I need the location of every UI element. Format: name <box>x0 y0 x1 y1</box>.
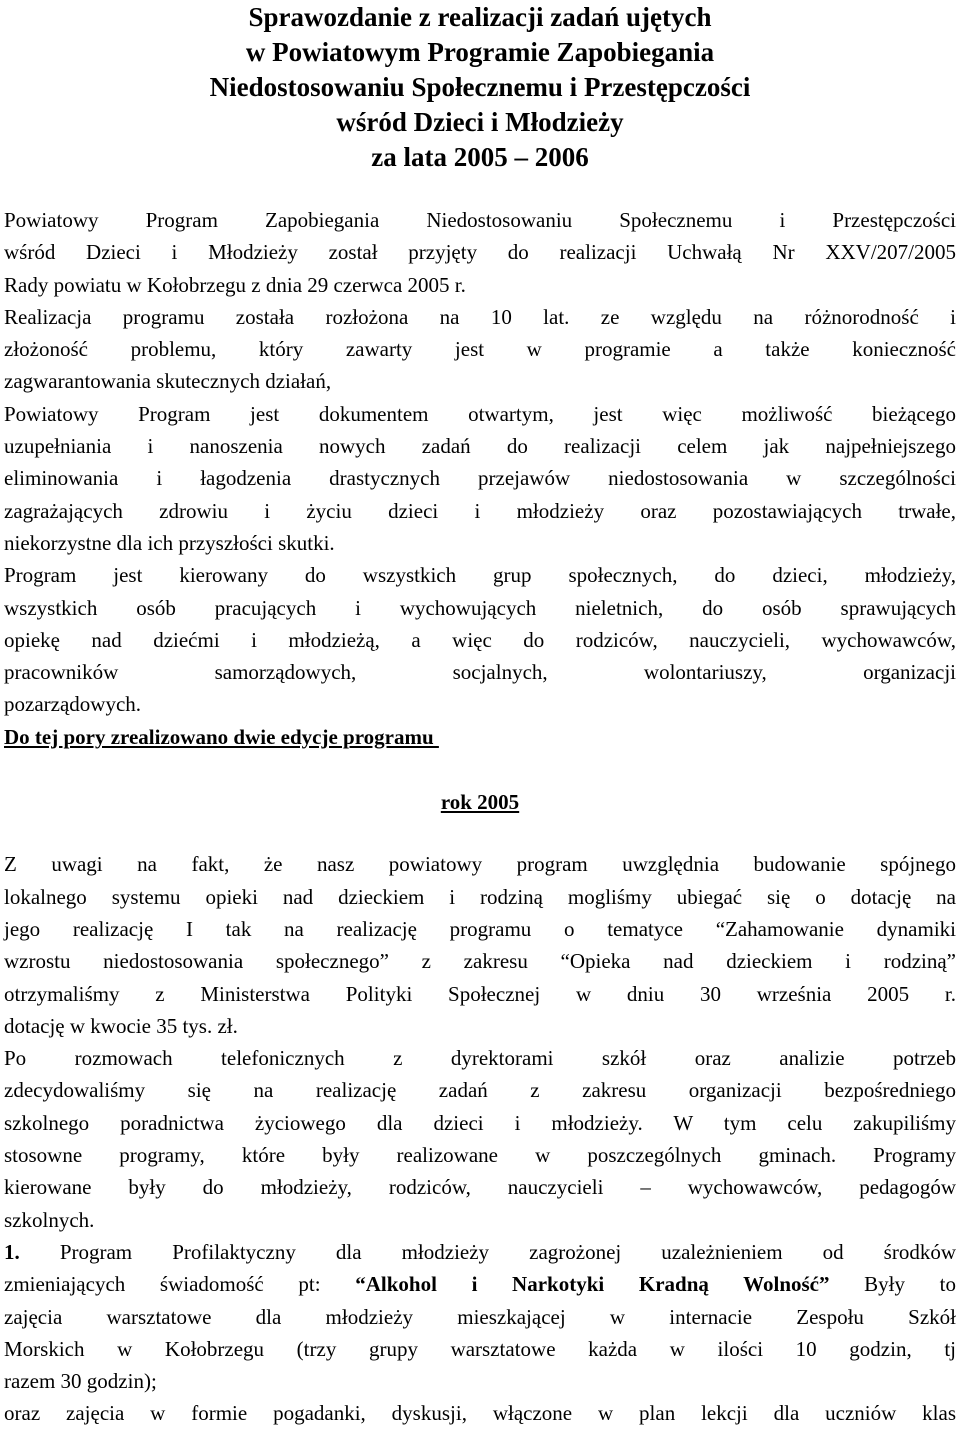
text-line: lokalnego systemu opieki nad dzieckiem i rodziną mogliśmy ubiegać się o dotację na <box>4 884 956 909</box>
text-line: zajęcia warsztatowe dla młodzieży mieszkającej w internacie Zespołu Szkół <box>4 1304 956 1329</box>
text-line: otrzymaliśmy z Ministerstwa Polityki Społecznej w dniu 30 września 2005 r. <box>4 981 956 1006</box>
text-line: stosowne programy, które były realizowane w poszczególnych gminach. Programy <box>4 1143 956 1168</box>
section-2005 <box>4 848 956 1429</box>
text-line: Powiatowy Program jest dokumentem otwartym, jest więc możliwość bieżącego <box>4 401 956 426</box>
text-line: zagwarantowania skutecznych działań, <box>4 369 332 394</box>
text-line: niekorzystne dla ich przyszłości skutki. <box>4 530 335 555</box>
text-line: kierowane były do młodzieży, rodziców, nauczycieli – wychowawców, pedagogów <box>4 1175 956 1200</box>
text-line: zdecydowaliśmy się na realizację zadań z zakresu organizacji bezpośredniego <box>4 1078 956 1103</box>
program-name: “Alkohol i Narkotyki Kradną Wolność” <box>355 1272 830 1297</box>
list-item-1 <box>4 1236 956 1268</box>
text-line: wszystkich osób pracujących i wychowujących nieletnich, do osób sprawujących <box>4 595 956 620</box>
text-line: Program jest kierowany do wszystkich grup społecznych, do dzieci, młodzieży, <box>4 563 956 588</box>
text-line: wśród Dzieci i Młodzieży został przyjęty do realizacji Uchwałą Nr XXV/207/2005 <box>4 240 956 265</box>
text-line: Morskich w Kołobrzegu (trzy grupy warsztatowe każda w ilości 10 godzin, tj <box>4 1336 956 1361</box>
intro-section <box>4 204 956 818</box>
editions-heading: Do tej pory zrealizowano dwie edycje programu <box>4 724 439 749</box>
item-text: zmieniających świadomość pt: <box>4 1272 356 1297</box>
text-line: pozarządowych. <box>4 692 142 717</box>
title-line: w Powiatowym Programie Zapobiegania <box>245 37 715 67</box>
title-line: za lata 2005 – 2006 <box>371 142 589 172</box>
text-line: szkolnych. <box>4 1207 95 1232</box>
text-line: Z uwagi na fakt, że nasz powiatowy program uwzględnia budowanie spójnego <box>4 852 956 877</box>
title-line: Niedostosowaniu Społecznemu i Przestępczości <box>209 72 751 102</box>
text-line <box>4 1268 956 1300</box>
title-line: Sprawozdanie z realizacji zadań ujętych <box>248 2 712 32</box>
item-number: 1. <box>4 1239 20 1264</box>
text-line: oraz zajęcia w formie pogadanki, dyskusji, włączone w plan lekcji dla uczniów klas <box>4 1401 956 1426</box>
year-heading: rok 2005 <box>440 790 520 815</box>
item-text: Były to <box>829 1272 956 1297</box>
text-line: Powiatowy Program Zapobiegania Niedostosowaniu Społecznemu i Przestępczości <box>4 208 956 232</box>
document-title <box>4 0 956 175</box>
text-line: eliminowania i łagodzenia drastycznych przejawów niedostosowania w szczególności <box>4 466 956 491</box>
item-text: Program Profilaktyczny dla młodzieży zagrożonej uzależnieniem od środków <box>59 1239 957 1264</box>
text-line: pracowników samorządowych, socjalnych, wolontariuszy, organizacji <box>4 660 956 685</box>
text-line: zagrażających zdrowiu i życiu dzieci i młodzieży oraz pozostawiających trwałe, <box>4 498 956 523</box>
text-line: Rady powiatu w Kołobrzegu z dnia 29 czerwca 2005 r. <box>4 272 466 297</box>
text-line: wzrostu niedostosowania społecznego” z zakresu “Opieka nad dzieckiem i rodziną” <box>4 949 956 974</box>
text-line: uzupełniania i nanoszenia nowych zadań do realizacji celem jak najpełniejszego <box>4 434 956 459</box>
text-line: złożoność problemu, który zawarty jest w programie a także konieczność <box>4 337 956 362</box>
text-line: jego realizację I tak na realizację programu o tematyce “Zahamowanie dynamiki <box>4 916 956 941</box>
text-line: dotację w kwocie 35 tys. zł. <box>4 1013 238 1038</box>
text-line: szkolnego poradnictwa życiowego dla dzieci i młodzieży. W tym celu zakupiliśmy <box>4 1110 956 1135</box>
text-line: Po rozmowach telefonicznych z dyrektorami szkół oraz analizie potrzeb <box>4 1046 956 1071</box>
title-line: wśród Dzieci i Młodzieży <box>336 107 624 137</box>
text-line: razem 30 godzin); <box>4 1369 157 1394</box>
document-page <box>4 0 956 1430</box>
text-line: opiekę nad dziećmi i młodzieżą, a więc do rodziców, nauczycieli, wychowawców, <box>4 627 956 652</box>
text-line: Realizacja programu została rozłożona na 10 lat. ze względu na różnorodność i <box>4 304 956 329</box>
